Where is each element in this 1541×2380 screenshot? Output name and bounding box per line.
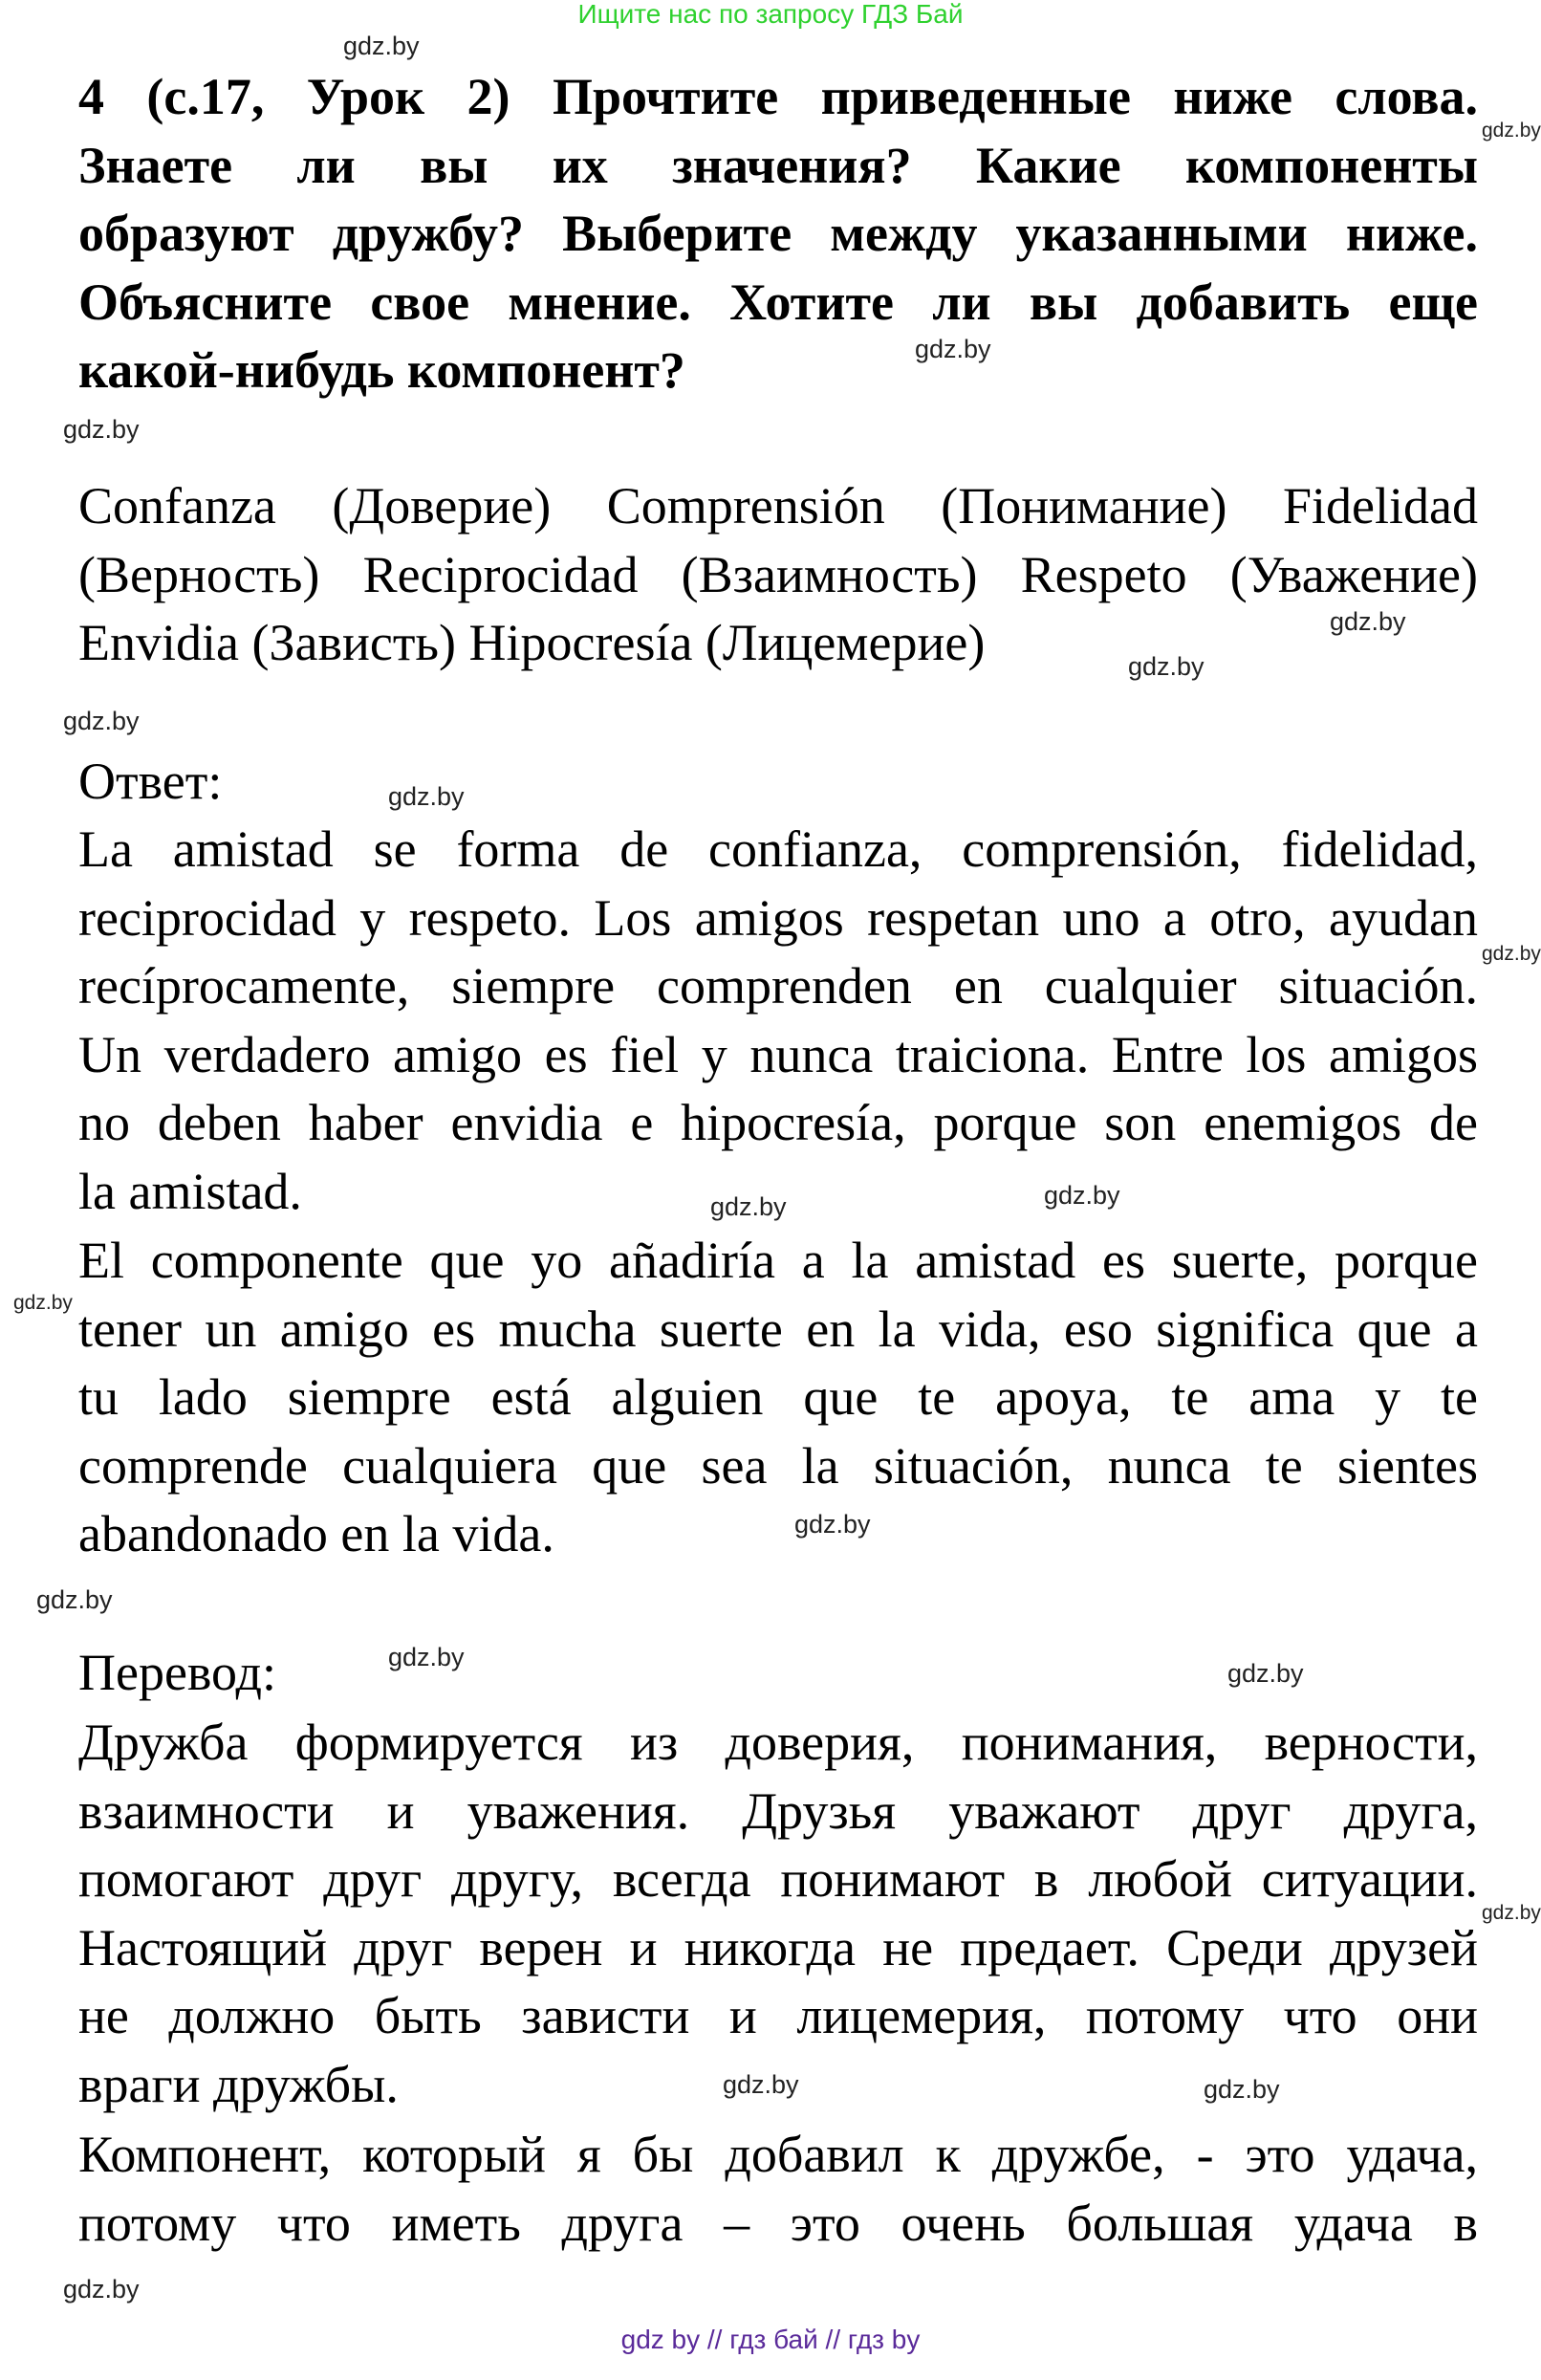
text-line: помогают друг другу, всегда понимают в любой ситуации. <box>78 1850 1478 1909</box>
watermark: gdz.by <box>388 1643 465 1671</box>
text-line: Объясните свое мнение. Хотите ли вы добавить еще <box>78 273 1478 331</box>
watermark: gdz.by <box>63 707 140 735</box>
text-line: враги дружбы. <box>78 2055 399 2113</box>
text-line: reciprocidad y respeto. Los amigos respetan uno a otro, ayudan <box>78 888 1478 947</box>
watermark: gdz.by <box>794 1510 871 1539</box>
search-banner[interactable]: Ищите нас по запросу ГДЗ Бай <box>577 0 964 29</box>
text-line: (Верность) Reciprocidad (Взаимность) Respeto (Уважение) <box>78 545 1478 603</box>
watermark: gdz.by <box>723 2070 799 2099</box>
watermark: gdz.by <box>63 415 140 444</box>
watermark: gdz.by <box>1482 943 1541 965</box>
translation-label: Перевод: <box>78 1644 276 1701</box>
answer-label: Ответ: <box>78 753 223 810</box>
text-line: tener un amigo es mucha suerte en la vida, eso significa que a <box>78 1299 1478 1358</box>
watermark: gdz.by <box>1330 607 1406 636</box>
answer-paragraph-2 <box>78 1227 1478 1569</box>
text-line: Знаете ли вы их значения? Какие компоненты <box>78 136 1478 194</box>
text-line: Дружба формируется из доверия, понимания, верности, <box>78 1714 1478 1771</box>
text-line: потому что иметь друга – это очень большая удача в <box>78 2194 1478 2252</box>
text-line: no deben haber envidia e hipocresía, porque son enemigos de <box>78 1094 1478 1152</box>
watermark: gdz.by <box>1227 1659 1304 1688</box>
watermark: gdz.by <box>1128 652 1205 681</box>
watermark: gdz.by <box>13 1292 73 1314</box>
text-line: Un verdadero amigo es fiel y nunca traiciona. Entre los amigos <box>78 1025 1478 1083</box>
watermark: gdz.by <box>1482 1902 1541 1924</box>
text-line: abandonado en la vida. <box>78 1505 554 1563</box>
text-line: El componente que yo añadiría a la amistad es suerte, porque <box>78 1232 1478 1289</box>
answer-paragraph-1 <box>78 816 1478 1227</box>
text-line: recíprocamente, siempre comprenden en cualquier situación. <box>78 957 1478 1015</box>
word-list <box>78 472 1478 678</box>
text-line: Компонент, который я бы добавил к дружбе, - это удача, <box>78 2126 1478 2183</box>
text-line: 4 (с.17, Урок 2) Прочтите приведенные ниже слова. <box>78 68 1478 125</box>
text-line: Envidia (Зависть) Hipocresía (Лицемерие) <box>78 614 986 672</box>
text-line: какой-нибудь компонент? <box>78 341 685 400</box>
watermark: gdz.by <box>1482 120 1541 142</box>
task-heading <box>78 63 1478 405</box>
watermark: gdz.by <box>63 2275 140 2304</box>
text-line: Настоящий друг верен и никогда не предает. Среди друзей <box>78 1918 1478 1976</box>
footer-links[interactable]: gdz by // гдз бай // гдз by <box>620 2325 921 2354</box>
text-line: la amistad. <box>78 1162 302 1220</box>
translation-paragraph-1 <box>78 1709 1478 2120</box>
watermark: gdz.by <box>1044 1181 1120 1210</box>
text-line: взаимности и уважения. Друзья уважают друг друга, <box>78 1781 1478 1840</box>
watermark: gdz.by <box>1204 2075 1280 2104</box>
answer-label-block <box>78 748 1478 817</box>
watermark: gdz.by <box>388 782 465 811</box>
text-line: La amistad se forma de confianza, comprensión, fidelidad, <box>78 820 1478 878</box>
text-line: Confanza (Доверие) Comprensión (Понимание) Fidelidad <box>78 477 1478 535</box>
watermark: gdz.by <box>915 335 991 363</box>
watermark: gdz.by <box>36 1585 113 1614</box>
text-line: tu lado siempre está alguien que te apoya, te ama y te <box>78 1368 1478 1427</box>
text-line: comprende cualquiera que sea la situación, nunca te sientes <box>78 1436 1478 1495</box>
translation-paragraph-2 <box>78 2121 1478 2258</box>
watermark: gdz.by <box>710 1192 787 1221</box>
text-line: не должно быть зависти и лицемерия, потому что они <box>78 1987 1478 2045</box>
text-line: образуют дружбу? Выберите между указанными ниже. <box>78 205 1478 263</box>
watermark: gdz.by <box>343 32 420 60</box>
